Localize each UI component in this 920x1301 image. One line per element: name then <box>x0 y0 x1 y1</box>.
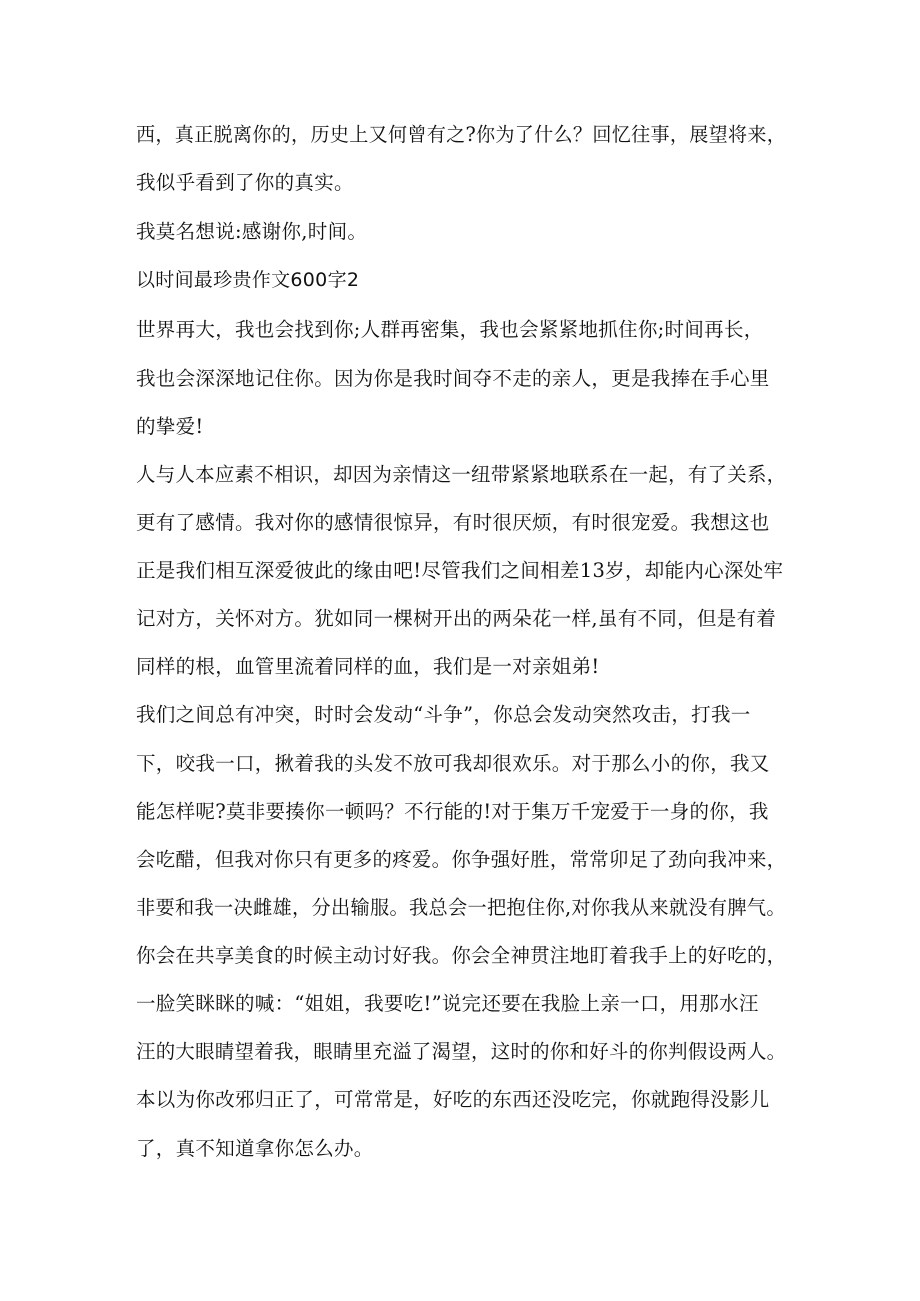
text-line: 世界再大，我也会找到你;人群再密集，我也会紧紧地抓住你;时间再长， <box>136 318 764 341</box>
text-line: 会吃醋，但我对你只有更多的疼爱。你争强好胜，常常卯足了劲向我冲来， <box>136 848 787 871</box>
text-line: 下，咬我一口，揪着我的头发不放可我却很欢乐。对于那么小的你，我又 <box>136 752 770 775</box>
text-line: 记对方，关怀对方。犹如同一棵树开出的两朵花一样,虽有不同，但是有着 <box>136 607 777 630</box>
section-heading: 以时间最珍贵作文600字2 <box>136 269 360 291</box>
text-line: 了，真不知道拿你怎么办。 <box>136 1137 374 1160</box>
text-line: 的挚爱! <box>136 415 204 438</box>
text-line: 正是我们相互深爱彼此的缘由吧!尽管我们之间相差13岁，却能内心深处牢 <box>136 559 784 582</box>
text-line: 一脸笑眯眯的喊：“姐姐，我要吃!”说完还要在我脸上亲一口，用那水汪 <box>136 992 759 1015</box>
text-line: 你会在共享美食的时候主动讨好我。你会全神贯注地盯着我手上的好吃的， <box>136 944 787 967</box>
text-line: 人与人本应素不相识，却因为亲情这一纽带紧紧地联系在一起，有了关系， <box>136 463 787 486</box>
text-line: 汪的大眼睛望着我，眼睛里充溢了渴望，这时的你和好斗的你判假设两人。 <box>136 1040 787 1063</box>
text-line: 西，真正脱离你的，历史上又何曾有之?你为了什么？回忆往事，展望将来， <box>136 123 787 146</box>
text-line: 同样的根，血管里流着同样的血，我们是一对亲姐弟! <box>136 655 600 678</box>
text-line: 我们之间总有冲突，时时会发动“斗争”，你总会发动突然攻击，打我一 <box>136 703 751 726</box>
text-line: 我似乎看到了你的真实。 <box>136 171 354 194</box>
text-line: 我莫名想说:感谢你,时间。 <box>136 220 368 243</box>
text-line: 本以为你改邪归正了，可常常是，好吃的东西还没吃完，你就跑得没影儿 <box>136 1088 770 1111</box>
text-line: 我也会深深地记住你。因为你是我时间夺不走的亲人，更是我捧在手心里 <box>136 367 770 390</box>
text-line: 能怎样呢?莫非要揍你一顿吗？不行能的!对于集万千宠爱于一身的你，我 <box>136 800 769 823</box>
text-line: 非要和我一决雌雄，分出输服。我总会一把抱住你,对你我从来就没有脾气。 <box>136 896 786 919</box>
text-line: 更有了感情。我对你的感情很惊异，有时很厌烦，有时很宠爱。我想这也 <box>136 511 770 534</box>
